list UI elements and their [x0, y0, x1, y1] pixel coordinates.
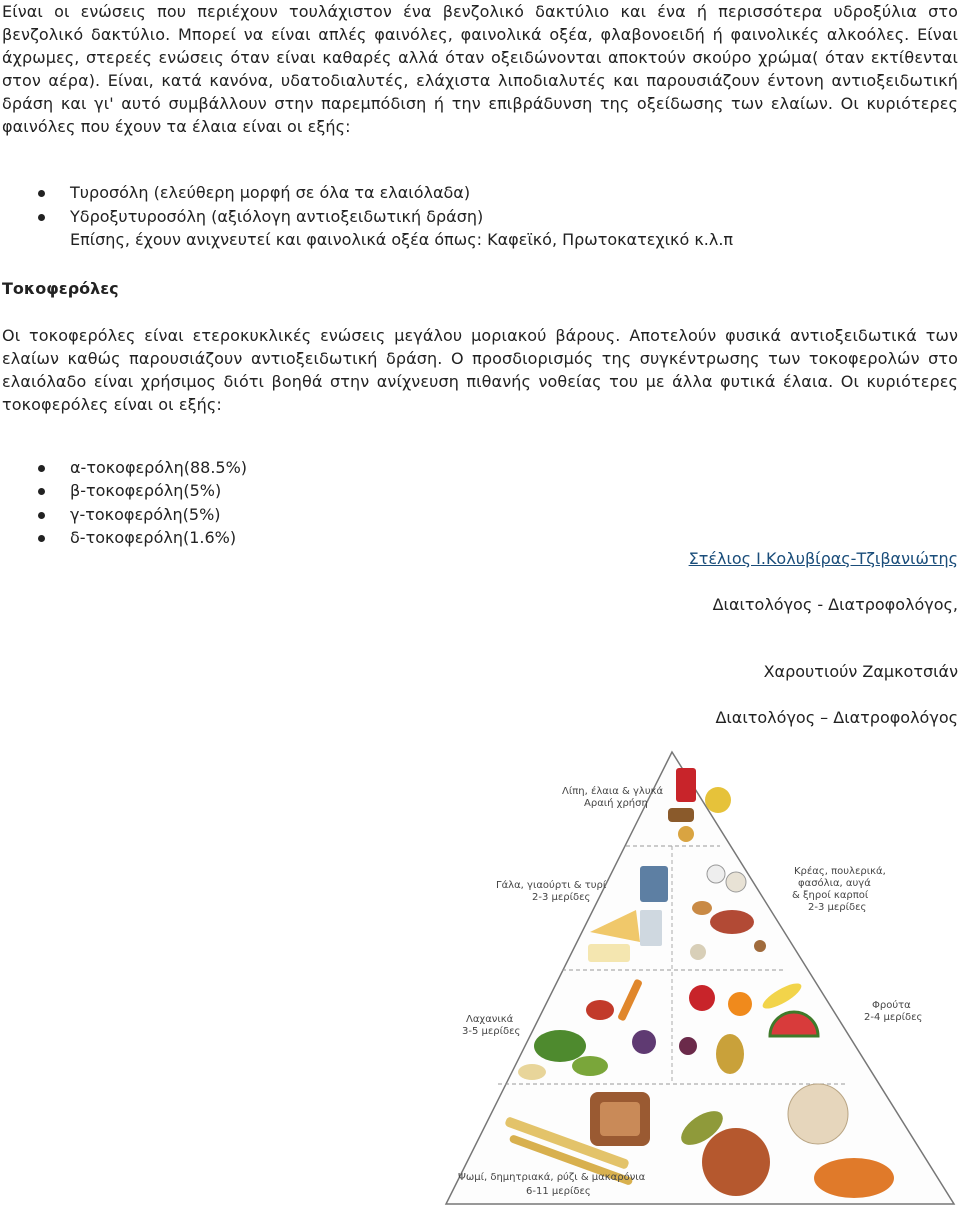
phenol-list	[2, 181, 958, 252]
pyramid-fruit-label-2: 2-4 μερίδες	[864, 1012, 923, 1023]
intro-paragraph: Είναι οι ενώσεις που περιέχουν τουλάχιστον ένα βενζολικό δακτύλιο και ένα ή περισσότερα υδροξύλια στο βενζολικό δακτύλιο. Μπορεί να είναι απλές φαινόλες, φαινολικά οξέα, φλαβονοειδή ή φαινολικές αλκοόλες. Είναι άχρωμες, στερεές ενώσεις όταν είναι καθαρές αλλά όταν οξειδώνονται αποκτούν σκούρο χρώμα( όταν εκτίθενται στον αέρα). Είναι, κατά κανόνα, υδατοδιαλυτές, ελάχιστα λιποδιαλυτές και παρουσιάζουν έντονη αντιοξειδωτική δράση και γι' αυτό συμβάλλουν στην παρεμπόδιση ή την επιβράδυνση της οξείδωσης των ελαίων. Οι κυριότερες φαινόλες που έχουν τα έλαια είναι οι εξής:	[2, 2, 958, 136]
pyramid-grain-label-1: Ψωμί, δημητριακά, ρύζι & μακαρόνια	[458, 1172, 646, 1183]
list-item: Τυροσόλη (ελεύθερη μορφή σε όλα τα ελαιόλαδα)	[2, 181, 958, 205]
pyramid-veg-label-2: 3-5 μερίδες	[462, 1026, 521, 1037]
pyramid-fruit-label-1: Φρούτα	[872, 1000, 911, 1011]
author1-name[interactable]	[689, 547, 958, 570]
list-item: β-τοκοφερόλη(5%)	[2, 479, 958, 503]
list-item: Υδροξυτυροσόλη (αξιόλογη αντιοξειδωτική δράση)	[2, 205, 958, 229]
tocopherols-paragraph: Οι τοκοφερόλες είναι ετεροκυκλικές ενώσεις μεγάλου μοριακού βάρους. Αποτελούν φυσικά αντιοξειδωτικά των ελαίων καθώς παρουσιάζουν αντιοξειδωτική δράση. Ο προσδιορισμός της συγκέντρωσης των τοκοφερολών στο ελαιόλαδο είναι χρήσιμος διότι βοηθά στην ανίχνευση πιθανής νοθείας του με άλλα φυτικά έλαια. Οι κυριότερες τοκοφερόλες είναι οι εξής:	[2, 325, 958, 414]
tocopherols-heading: Τοκοφερόλες	[2, 278, 119, 298]
pyramid-meat-label-1: Κρέας, πουλερικά,	[794, 866, 886, 877]
pyramid-meat-label-2: φασόλια, αυγά	[798, 878, 871, 889]
food-pyramid-image	[440, 746, 960, 1208]
article-content	[2, 0, 958, 550]
list-item: γ-τοκοφερόλη(5%)	[2, 503, 958, 527]
pyramid-grain-label-2: 6-11 μερίδες	[526, 1186, 591, 1197]
list-item: δ-τοκοφερόλη(1.6%)	[2, 526, 958, 550]
pyramid-top-label-1: Λίπη, έλαια & γλυκά	[562, 786, 664, 797]
pyramid-top-label-2: Αραιή χρήση	[584, 798, 648, 809]
author2-name: Χαρουτιούν Ζαμκοτσιάν	[763, 662, 958, 681]
author-link[interactable]: Στέλιος Ι.Κολυβίρας-Τζιβανιώτης	[688, 549, 958, 568]
tocopherol-list	[2, 456, 958, 550]
pyramid-meat-label-3: & ξηροί καρποί	[792, 890, 869, 901]
pyramid-meat-label-4: 2-3 μερίδες	[808, 902, 867, 913]
list-item: α-τοκοφερόλη(88.5%)	[2, 456, 958, 480]
author2-title: Διαιτολόγος – Διατροφολόγος	[715, 708, 958, 727]
author1-title: Διαιτολόγος - Διατροφολόγος,	[712, 595, 958, 614]
phenol-note: Επίσης, έχουν ανιχνευτεί και φαινολικά οξέα όπως: Καφεϊκό, Πρωτοκατεχικό κ.λ.π	[70, 230, 734, 249]
pyramid-veg-label-1: Λαχανικά	[466, 1014, 514, 1025]
pyramid-dairy-label-2: 2-3 μερίδες	[532, 892, 591, 903]
pyramid-dairy-label-1: Γάλα, γιαούρτι & τυρί	[496, 880, 607, 891]
